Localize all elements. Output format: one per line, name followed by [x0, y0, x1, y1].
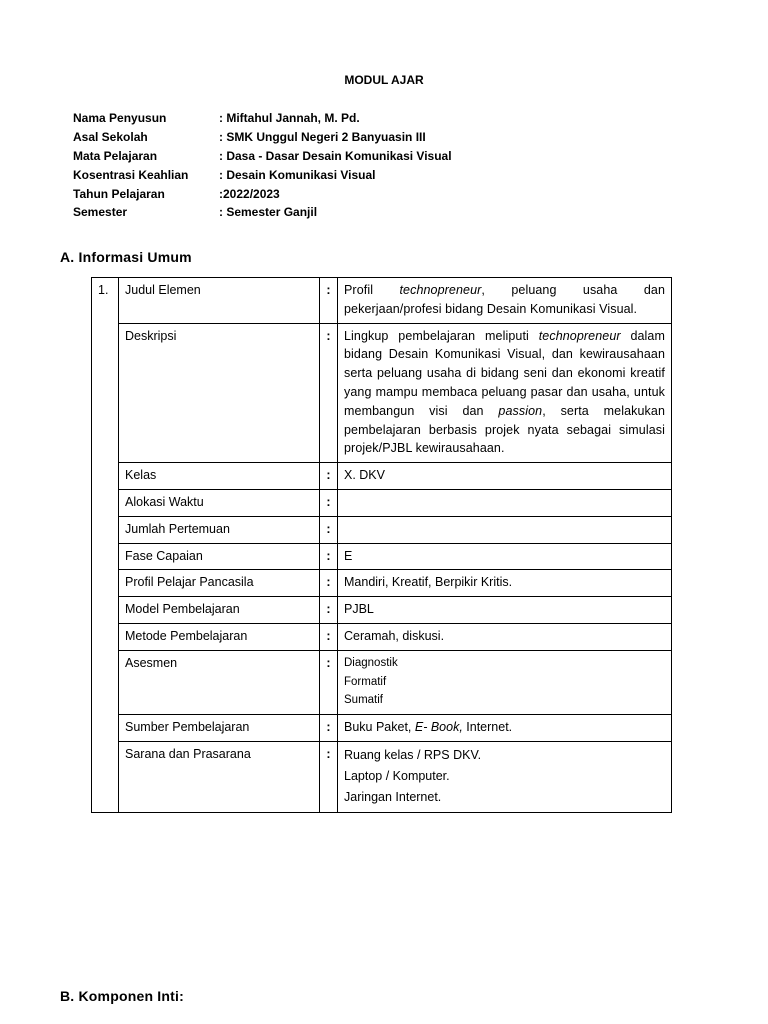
colon: : [320, 543, 338, 570]
row-label: Sumber Pembelajaran [119, 715, 320, 742]
section-heading-a: A. Informasi Umum [60, 249, 192, 265]
table-row-alokasi [92, 489, 672, 516]
meta-label: Semester [73, 205, 128, 220]
meta-row-mapel [73, 147, 452, 166]
row-value: E [338, 543, 672, 570]
meta-label: Kosentrasi Keahlian [73, 167, 189, 182]
list-item: Ruang kelas / RPS DKV. [344, 747, 482, 762]
row-value [338, 278, 672, 324]
row-value [338, 323, 672, 463]
value-text: Buku Paket, [344, 720, 415, 735]
row-label: Jumlah Pertemuan [119, 516, 320, 543]
meta-value: : Miftahul Jannah, M. Pd. [219, 111, 360, 126]
colon: : [320, 570, 338, 597]
section-heading-b: B. Komponen Inti: [60, 988, 184, 1004]
row-label: Fase Capaian [119, 543, 320, 570]
row-value [338, 715, 672, 742]
meta-value: : Dasa - Dasar Desain Komunikasi Visual [219, 148, 452, 163]
colon: : [320, 715, 338, 742]
colon: : [320, 650, 338, 714]
value-italic: technopreneur [399, 283, 482, 297]
colon: : [320, 597, 338, 624]
row-label: Model Pembelajaran [119, 597, 320, 624]
row-label: Alokasi Waktu [119, 489, 320, 516]
row-label: Kelas [119, 463, 320, 490]
row-label: Metode Pembelajaran [119, 623, 320, 650]
table-row-jumlah [92, 516, 672, 543]
list-item: Diagnostik [344, 656, 398, 669]
row-value [338, 516, 672, 543]
value-text: Internet. [462, 720, 513, 735]
table-row-sarana [92, 741, 672, 812]
table-row-sumber [92, 715, 672, 742]
value-text: dalam bidang Desain Komunikasi Visual, dan kewirausahaan serta peluang usaha di bidang seni dan ekonomi kreatif yang mampu membaca peluang pasar dan usaha, untuk membangun visi dan [344, 328, 665, 418]
header-info [73, 109, 452, 222]
meta-label: Tahun Pelajaran [73, 186, 165, 201]
list-item: Jaringan Internet. [344, 789, 442, 804]
meta-value: : Desain Komunikasi Visual [219, 167, 376, 182]
table-row-deskripsi [92, 323, 672, 463]
meta-value: : Semester Ganjil [219, 205, 318, 220]
row-value [338, 741, 672, 812]
row-label: Profil Pelajar Pancasila [119, 570, 320, 597]
value-italic: E- Book, [414, 720, 463, 735]
value-text: , peluang usaha dan pekerjaan/profesi bidang Desain Komunikasi Visual. [344, 283, 665, 316]
row-value: PJBL [338, 597, 672, 624]
colon: : [320, 463, 338, 490]
colon: : [320, 489, 338, 516]
row-value: X. DKV [338, 463, 672, 490]
row-value: Mandiri, Kreatif, Berpikir Kritis. [338, 570, 672, 597]
row-label: Judul Elemen [119, 278, 320, 324]
row-label: Asesmen [119, 650, 320, 714]
list-item: Formatif [344, 675, 387, 688]
meta-row-tahun [73, 184, 452, 203]
colon: : [320, 741, 338, 812]
table-row-metode [92, 623, 672, 650]
colon: : [320, 323, 338, 463]
value-text: , serta melakukan pembelajaran berbasis projek nyata sebagai simulasi projek/PJBL kewirausahaan. [344, 403, 666, 456]
colon: : [320, 278, 338, 324]
table-row-asesmen [92, 650, 672, 714]
colon: : [320, 516, 338, 543]
row-number: 1. [92, 278, 119, 813]
list-item: Laptop / Komputer. [344, 768, 450, 783]
table-row-profil [92, 570, 672, 597]
table-row-model [92, 597, 672, 624]
row-label: Deskripsi [119, 323, 320, 463]
list-item: Sumatif [344, 694, 383, 707]
row-value [338, 489, 672, 516]
meta-row-penyusun [73, 109, 452, 128]
meta-row-sekolah [73, 128, 452, 147]
meta-value: :2022/2023 [219, 186, 280, 201]
row-value [338, 650, 672, 714]
value-italic: technopreneur [538, 328, 621, 343]
colon: : [320, 623, 338, 650]
meta-value: : SMK Unggul Negeri 2 Banyuasin III [219, 130, 426, 145]
row-value: Ceramah, diskusi. [338, 623, 672, 650]
meta-row-keahlian [73, 165, 452, 184]
document-title: MODUL AJAR [344, 73, 424, 87]
row-label: Sarana dan Prasarana [119, 741, 320, 812]
table-row-kelas [92, 463, 672, 490]
value-text: Profil [344, 283, 400, 297]
meta-label: Asal Sekolah [73, 130, 148, 145]
value-text: Lingkup pembelajaran meliputi [344, 328, 539, 343]
meta-label: Nama Penyusun [73, 111, 167, 126]
value-italic: passion [498, 403, 543, 418]
meta-row-semester [73, 203, 452, 222]
table-row-judul [92, 278, 672, 324]
table-row-fase [92, 543, 672, 570]
meta-label: Mata Pelajaran [73, 148, 158, 163]
informasi-umum-table [91, 277, 672, 813]
